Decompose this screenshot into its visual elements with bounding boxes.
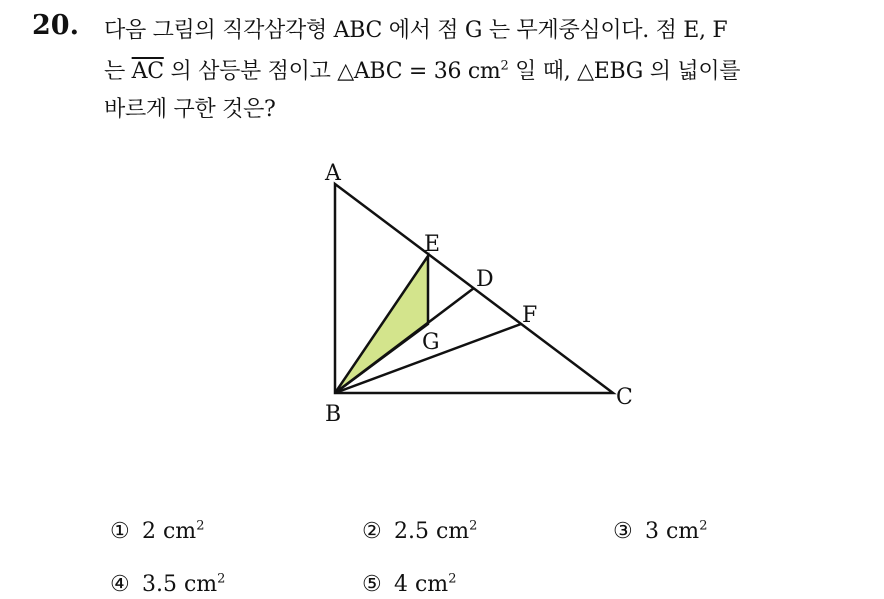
question-text-line-3: 바르게 구한 것은? bbox=[104, 97, 276, 122]
choice-5-value: 4 cm bbox=[394, 572, 449, 597]
label-f: F bbox=[522, 303, 538, 328]
choice-2-value: 2.5 cm bbox=[394, 519, 470, 544]
label-e: E bbox=[424, 232, 441, 257]
choice-2-marker: ② bbox=[362, 519, 382, 544]
question-text-line-2a: 는 bbox=[104, 59, 132, 84]
choice-1-marker: ① bbox=[110, 519, 130, 544]
choice-4[interactable] bbox=[110, 572, 225, 597]
label-b: B bbox=[325, 402, 342, 427]
label-a: A bbox=[325, 161, 341, 186]
shaded-triangle-ebg bbox=[335, 256, 428, 393]
label-d: D bbox=[476, 267, 494, 292]
question-number: 20. bbox=[32, 10, 79, 41]
choice-3[interactable] bbox=[613, 519, 707, 544]
choice-5-marker: ⑤ bbox=[362, 572, 382, 597]
question-text-line-2 bbox=[104, 54, 740, 85]
segment-ac-overline: $\overline{AC}$ bbox=[131, 59, 164, 84]
choice-5[interactable] bbox=[362, 572, 456, 597]
choice-3-value: 3 cm bbox=[645, 519, 700, 544]
choice-2-exponent: 2 bbox=[469, 518, 478, 534]
triangle-figure bbox=[300, 150, 660, 435]
choice-4-marker: ④ bbox=[110, 572, 130, 597]
choice-5-exponent: 2 bbox=[448, 571, 457, 587]
question-text-line-1: 다음 그림의 직각삼각형 ABC 에서 점 G 는 무게중심이다. 점 E, F bbox=[104, 18, 728, 43]
unit-exponent: 2 bbox=[500, 58, 509, 74]
choice-3-exponent: 2 bbox=[699, 518, 708, 534]
choice-1-exponent: 2 bbox=[196, 518, 205, 534]
choice-4-value: 3.5 cm bbox=[142, 572, 218, 597]
choice-3-marker: ③ bbox=[613, 519, 633, 544]
question-text-line-2c: 일 때, △EBG 의 넓이를 bbox=[508, 59, 741, 84]
choice-2[interactable] bbox=[362, 519, 477, 544]
choice-1-value: 2 cm bbox=[142, 519, 197, 544]
choice-4-exponent: 2 bbox=[217, 571, 226, 587]
choice-1[interactable] bbox=[110, 519, 204, 544]
label-c: C bbox=[616, 385, 633, 410]
label-g: G bbox=[422, 330, 440, 355]
question-text-line-2b: 의 삼등분 점이고 △ABC = 36 cm bbox=[163, 59, 501, 84]
